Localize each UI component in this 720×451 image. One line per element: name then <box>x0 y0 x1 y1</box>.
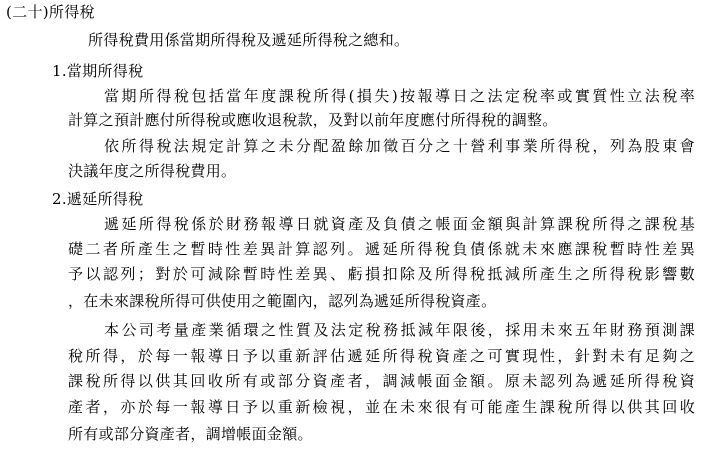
intro-text: 所得稅費用係當期所得稅及遞延所得稅之總和。 <box>88 31 410 49</box>
deferred-tax-heading: 2.遞延所得稅 <box>52 190 144 208</box>
current-tax-para2-line1: 依所得稅法規定計算之未分配盈餘加徵百分之十營利事業所得稅，列為股東會 <box>104 137 695 155</box>
deferred-tax-para2-line4: 產者，亦於每一報導日予以重新檢視，並在未來很有可能產生課稅所得以供其回收 <box>68 398 695 416</box>
current-tax-para1-line1: 當期所得稅包括當年度課稅所得(損失)按報導日之法定稅率或實質性立法稅率 <box>104 87 695 105</box>
deferred-tax-para1-line4: ，在未來課稅所得可供使用之範圍內，認列為遞延所得稅資產。 <box>68 292 497 310</box>
current-tax-para1-line2: 計算之預計應付所得稅或應收退稅款，及對以前年度應付所得稅的調整。 <box>68 111 558 129</box>
deferred-tax-para2-line2: 稅所得，於每一報導日予以重新評估遞延所得稅資產之可實現性，針對未有足夠之 <box>68 347 695 365</box>
deferred-tax-para2-line5: 所有或部分資產者，調增帳面金額。 <box>68 425 313 443</box>
deferred-tax-para1-line3: 予以認列；對於可減除暫時性差異、虧損扣除及所得稅抵減所產生之所得稅影響數 <box>68 265 695 283</box>
section-title: (二十)所得稅 <box>6 3 95 21</box>
deferred-tax-para1-line1: 遞延所得稅係於財務報導日就資產及負債之帳面金額與計算課稅所得之課稅基 <box>104 215 695 233</box>
deferred-tax-para2-line1: 本公司考量產業循環之性質及法定稅務抵減年限後，採用未來五年財務預測課 <box>104 321 695 339</box>
deferred-tax-para1-line2: 礎二者所產生之暫時性差異計算認列。遞延所得稅負債係就未來應課稅暫時性差異 <box>68 240 695 258</box>
deferred-tax-para2-line3: 課稅所得以供其回收所有或部分資產者，調減帳面金額。原未認列為遞延所得稅資 <box>68 372 695 390</box>
current-tax-para2-line2: 決議年度之所得稅費用。 <box>68 162 237 180</box>
current-tax-heading: 1.當期所得稅 <box>52 62 144 80</box>
